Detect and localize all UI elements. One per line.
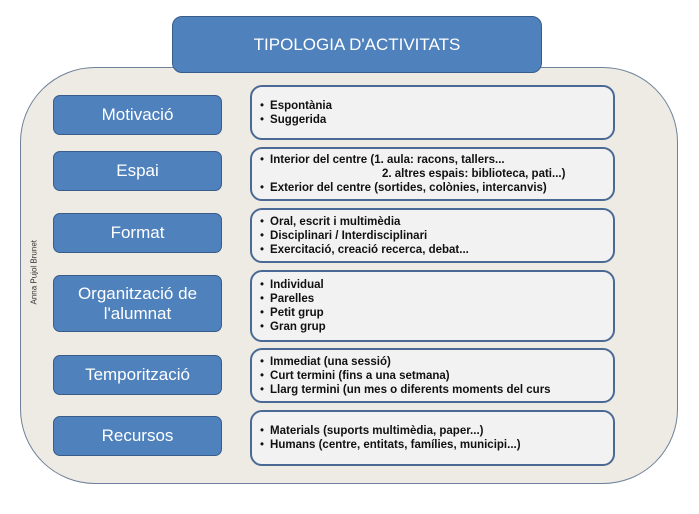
- details-format: [250, 208, 615, 263]
- list-item: • Curt termini (fins a una setmana): [260, 369, 613, 383]
- list-item: • Exercitació, creació recerca, debat...: [260, 243, 613, 257]
- list-item: • Disciplinari / Interdisciplinari: [260, 229, 613, 243]
- list-item: • Gran grup: [260, 320, 613, 334]
- details-temporitzacio: [250, 348, 615, 403]
- list-item: • Immediat (una sessió): [260, 355, 613, 369]
- details-recursos: [250, 410, 615, 466]
- details-motivacio: [250, 85, 615, 140]
- category-format: Format: [53, 213, 222, 253]
- list-item: • Petit grup: [260, 306, 613, 320]
- list-item: • Individual: [260, 278, 613, 292]
- list-item: • Parelles: [260, 292, 613, 306]
- author-credit: Anna Pujol Brunet: [29, 240, 39, 305]
- list-item: • Interior del centre (1. aula: racons, tallers...: [260, 153, 613, 167]
- category-temporitzacio: Temporització: [53, 355, 222, 395]
- details-organitzacio: [250, 270, 615, 342]
- list-item: • Llarg termini (un mes o diferents moments del curs: [260, 383, 613, 397]
- list-item: • Oral, escrit i multimèdia: [260, 215, 613, 229]
- category-organitzacio: Organització de l'alumnat: [53, 275, 222, 332]
- category-motivacio: Motivació: [53, 95, 222, 135]
- list-item: • Exterior del centre (sortides, colònies, intercanvis): [260, 181, 613, 195]
- list-item: • Materials (suports multimèdia, paper...): [260, 424, 613, 438]
- details-espai: [250, 147, 615, 201]
- list-item: 2. altres espais: biblioteca, pati...): [382, 168, 566, 180]
- category-recursos: Recursos: [53, 416, 222, 456]
- category-espai: Espai: [53, 151, 222, 191]
- diagram-title: TIPOLOGIA D'ACTIVITATS: [172, 16, 542, 73]
- list-item: • Humans (centre, entitats, famílies, municipi...): [260, 438, 613, 452]
- list-item: • Espontània: [260, 99, 613, 113]
- list-item: • Suggerida: [260, 113, 613, 127]
